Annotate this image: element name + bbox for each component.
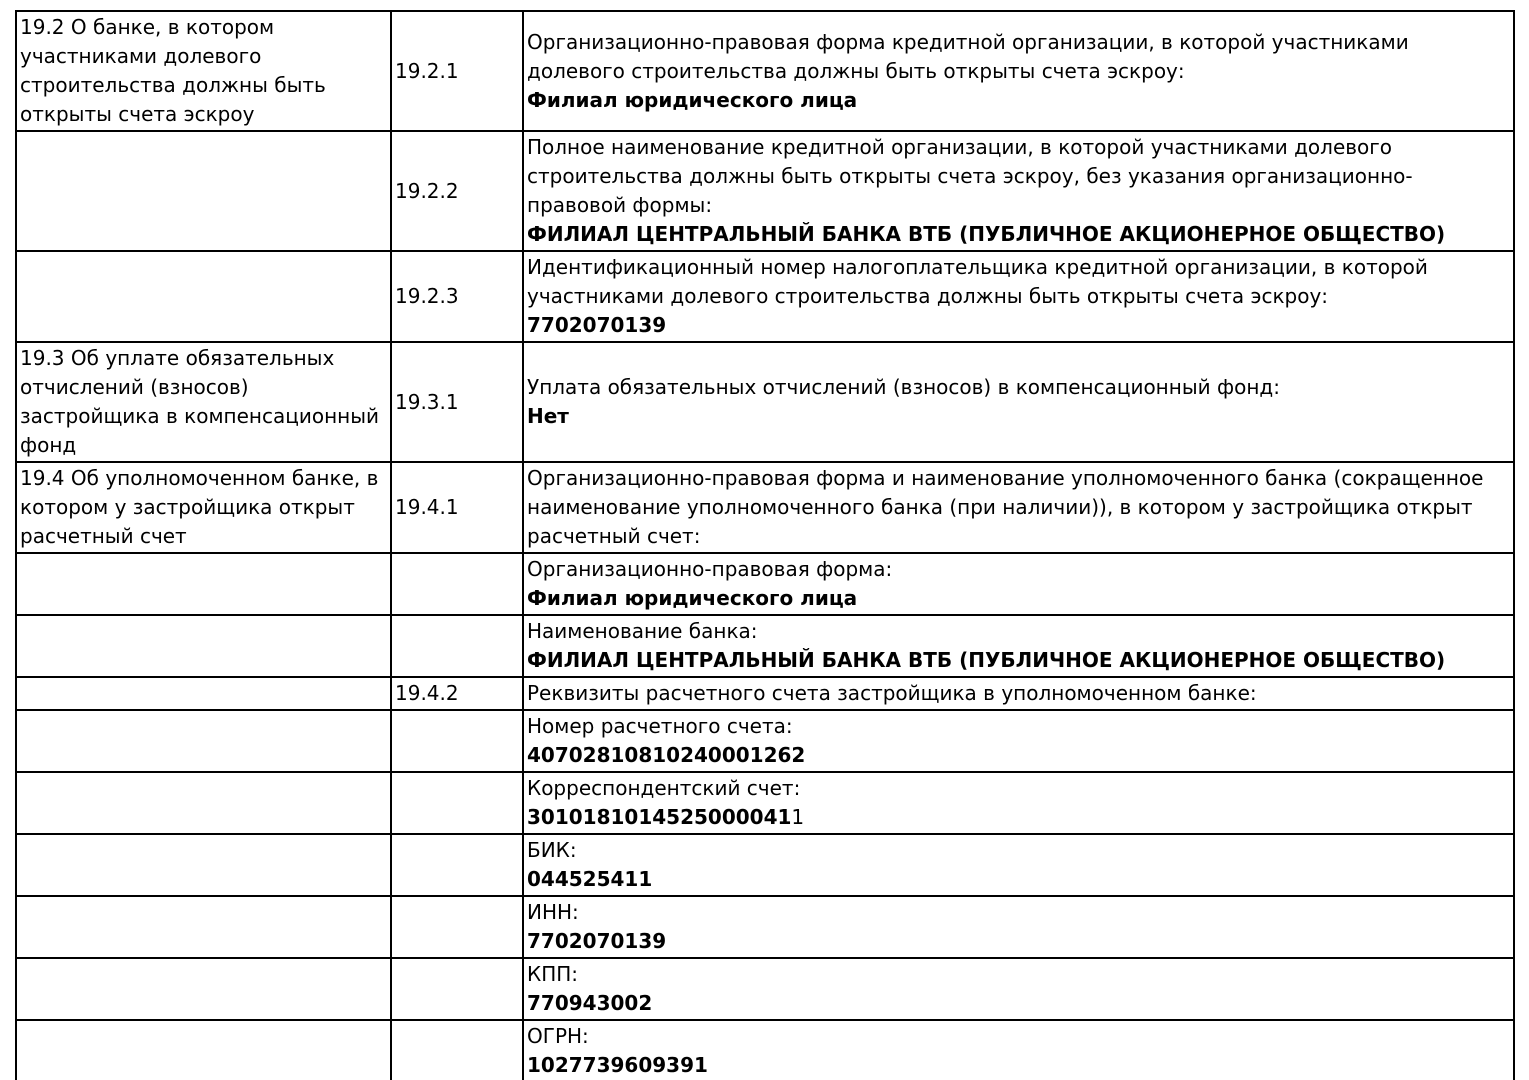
field-value-bold: Нет — [527, 404, 569, 428]
table-row — [16, 1020, 1514, 1080]
section-cell — [16, 958, 391, 1020]
section-cell — [16, 896, 391, 958]
field-label: БИК: — [527, 838, 577, 862]
field-value — [527, 741, 1509, 770]
content-cell — [523, 131, 1514, 251]
table-row — [16, 834, 1514, 896]
section-cell — [16, 772, 391, 834]
content-cell — [523, 11, 1514, 131]
section-cell — [16, 251, 391, 342]
table-row — [16, 772, 1514, 834]
field-label: Организационно-правовая форма: — [527, 557, 893, 581]
table-row — [16, 553, 1514, 615]
field-label: ОГРН: — [527, 1024, 589, 1048]
field-value-suffix: 1 — [791, 805, 805, 829]
field-value-bold: 7702070139 — [527, 929, 667, 953]
code-cell — [391, 1020, 523, 1080]
code-cell — [391, 834, 523, 896]
field-value — [527, 311, 1509, 340]
field-label: Организационно-правовая форма кредитной организации, в которой участниками долевого строительства должны быть открыты счета эскроу: — [527, 29, 1409, 83]
content-cell — [523, 1020, 1514, 1080]
field-value — [527, 989, 1509, 1018]
code-cell — [391, 615, 523, 677]
table-row — [16, 342, 1514, 462]
table-body — [16, 11, 1514, 1080]
section-cell: 19.2 О банке, в котором участниками долевого строительства должны быть открыты счета эскроу — [16, 11, 391, 131]
section-cell — [16, 834, 391, 896]
field-label: Идентификационный номер налогоплательщика кредитной организации, в которой участниками долевого строительства должны быть открыты счета эскроу: — [527, 255, 1428, 308]
content-cell — [523, 772, 1514, 834]
table-row — [16, 896, 1514, 958]
table-row — [16, 677, 1514, 710]
field-label: Полное наименование кредитной организации, в которой участниками долевого строительства должны быть открыты счета эскроу, без указания организационно-правовой формы: — [527, 135, 1413, 217]
field-label: Организационно-правовая форма и наименование уполномоченного банка (сокращенное наименование уполномоченного банка (при наличии)), в котором у застройщика открыт расчетный счет: — [527, 466, 1484, 548]
field-value-bold: ФИЛИАЛ ЦЕНТРАЛЬНЫЙ БАНКА ВТБ (ПУБЛИЧНОЕ АКЦИОНЕРНОЕ ОБЩЕСТВО) — [527, 648, 1446, 672]
content-cell — [523, 553, 1514, 615]
content-cell — [523, 615, 1514, 677]
section-cell: 19.3 Об уплате обязательных отчислений (взносов) застройщика в компенсационный фонд — [16, 342, 391, 462]
field-label: ИНН: — [527, 900, 579, 924]
field-value — [527, 220, 1509, 249]
field-value-bold: 3010181014525000041 — [527, 805, 792, 829]
code-cell — [391, 958, 523, 1020]
section-cell: 19.4 Об уполномоченном банке, в котором у застройщика открыт расчетный счет — [16, 462, 391, 553]
code-cell: 19.2.1 — [391, 11, 523, 131]
table-row — [16, 710, 1514, 772]
section-cell — [16, 131, 391, 251]
field-value-bold: 044525411 — [527, 867, 653, 891]
field-value-bold: 770943002 — [527, 991, 653, 1015]
field-value-bold: Филиал юридического лица — [527, 87, 858, 112]
code-cell: 19.4.1 — [391, 462, 523, 553]
field-label: Уплата обязательных отчислений (взносов) в компенсационный фонд: — [527, 375, 1280, 399]
field-value-bold: 1027739609391 — [527, 1053, 708, 1077]
code-cell — [391, 710, 523, 772]
field-label: Корреспондентский счет: — [527, 776, 801, 800]
content-cell — [523, 342, 1514, 462]
field-value — [527, 646, 1509, 675]
table-row — [16, 251, 1514, 342]
section-cell — [16, 710, 391, 772]
section-cell — [16, 553, 391, 615]
field-value — [527, 803, 1509, 832]
content-cell — [523, 251, 1514, 342]
field-value — [527, 584, 1509, 613]
field-value — [527, 927, 1509, 956]
content-cell — [523, 677, 1514, 710]
table-row — [16, 131, 1514, 251]
code-cell: 19.2.2 — [391, 131, 523, 251]
code-cell — [391, 553, 523, 615]
section-cell — [16, 1020, 391, 1080]
table-row — [16, 615, 1514, 677]
field-value-bold: Филиал юридического лица — [527, 586, 858, 610]
field-value-bold: ФИЛИАЛ ЦЕНТРАЛЬНЫЙ БАНКА ВТБ (ПУБЛИЧНОЕ АКЦИОНЕРНОЕ ОБЩЕСТВО) — [527, 222, 1446, 246]
code-cell: 19.2.3 — [391, 251, 523, 342]
field-value — [527, 1051, 1509, 1080]
field-value — [527, 865, 1509, 894]
field-label: Наименование банка: — [527, 619, 758, 643]
field-value-bold: 40702810810240001262 — [527, 743, 806, 767]
code-cell: 19.4.2 — [391, 677, 523, 710]
field-label: КПП: — [527, 962, 579, 986]
code-cell — [391, 896, 523, 958]
table-row — [16, 958, 1514, 1020]
content-cell — [523, 958, 1514, 1020]
declaration-table — [15, 10, 1515, 1080]
content-cell — [523, 462, 1514, 553]
section-cell — [16, 677, 391, 710]
content-cell — [523, 896, 1514, 958]
field-value — [527, 86, 1509, 115]
code-cell: 19.3.1 — [391, 342, 523, 462]
field-label: Номер расчетного счета: — [527, 714, 793, 738]
field-value-bold: 7702070139 — [527, 313, 667, 337]
content-cell — [523, 710, 1514, 772]
code-cell — [391, 772, 523, 834]
field-value — [527, 402, 1509, 431]
field-label: Реквизиты расчетного счета застройщика в уполномоченном банке: — [527, 681, 1257, 705]
section-cell — [16, 615, 391, 677]
content-cell — [523, 834, 1514, 896]
table-row — [16, 462, 1514, 553]
table-row — [16, 11, 1514, 131]
